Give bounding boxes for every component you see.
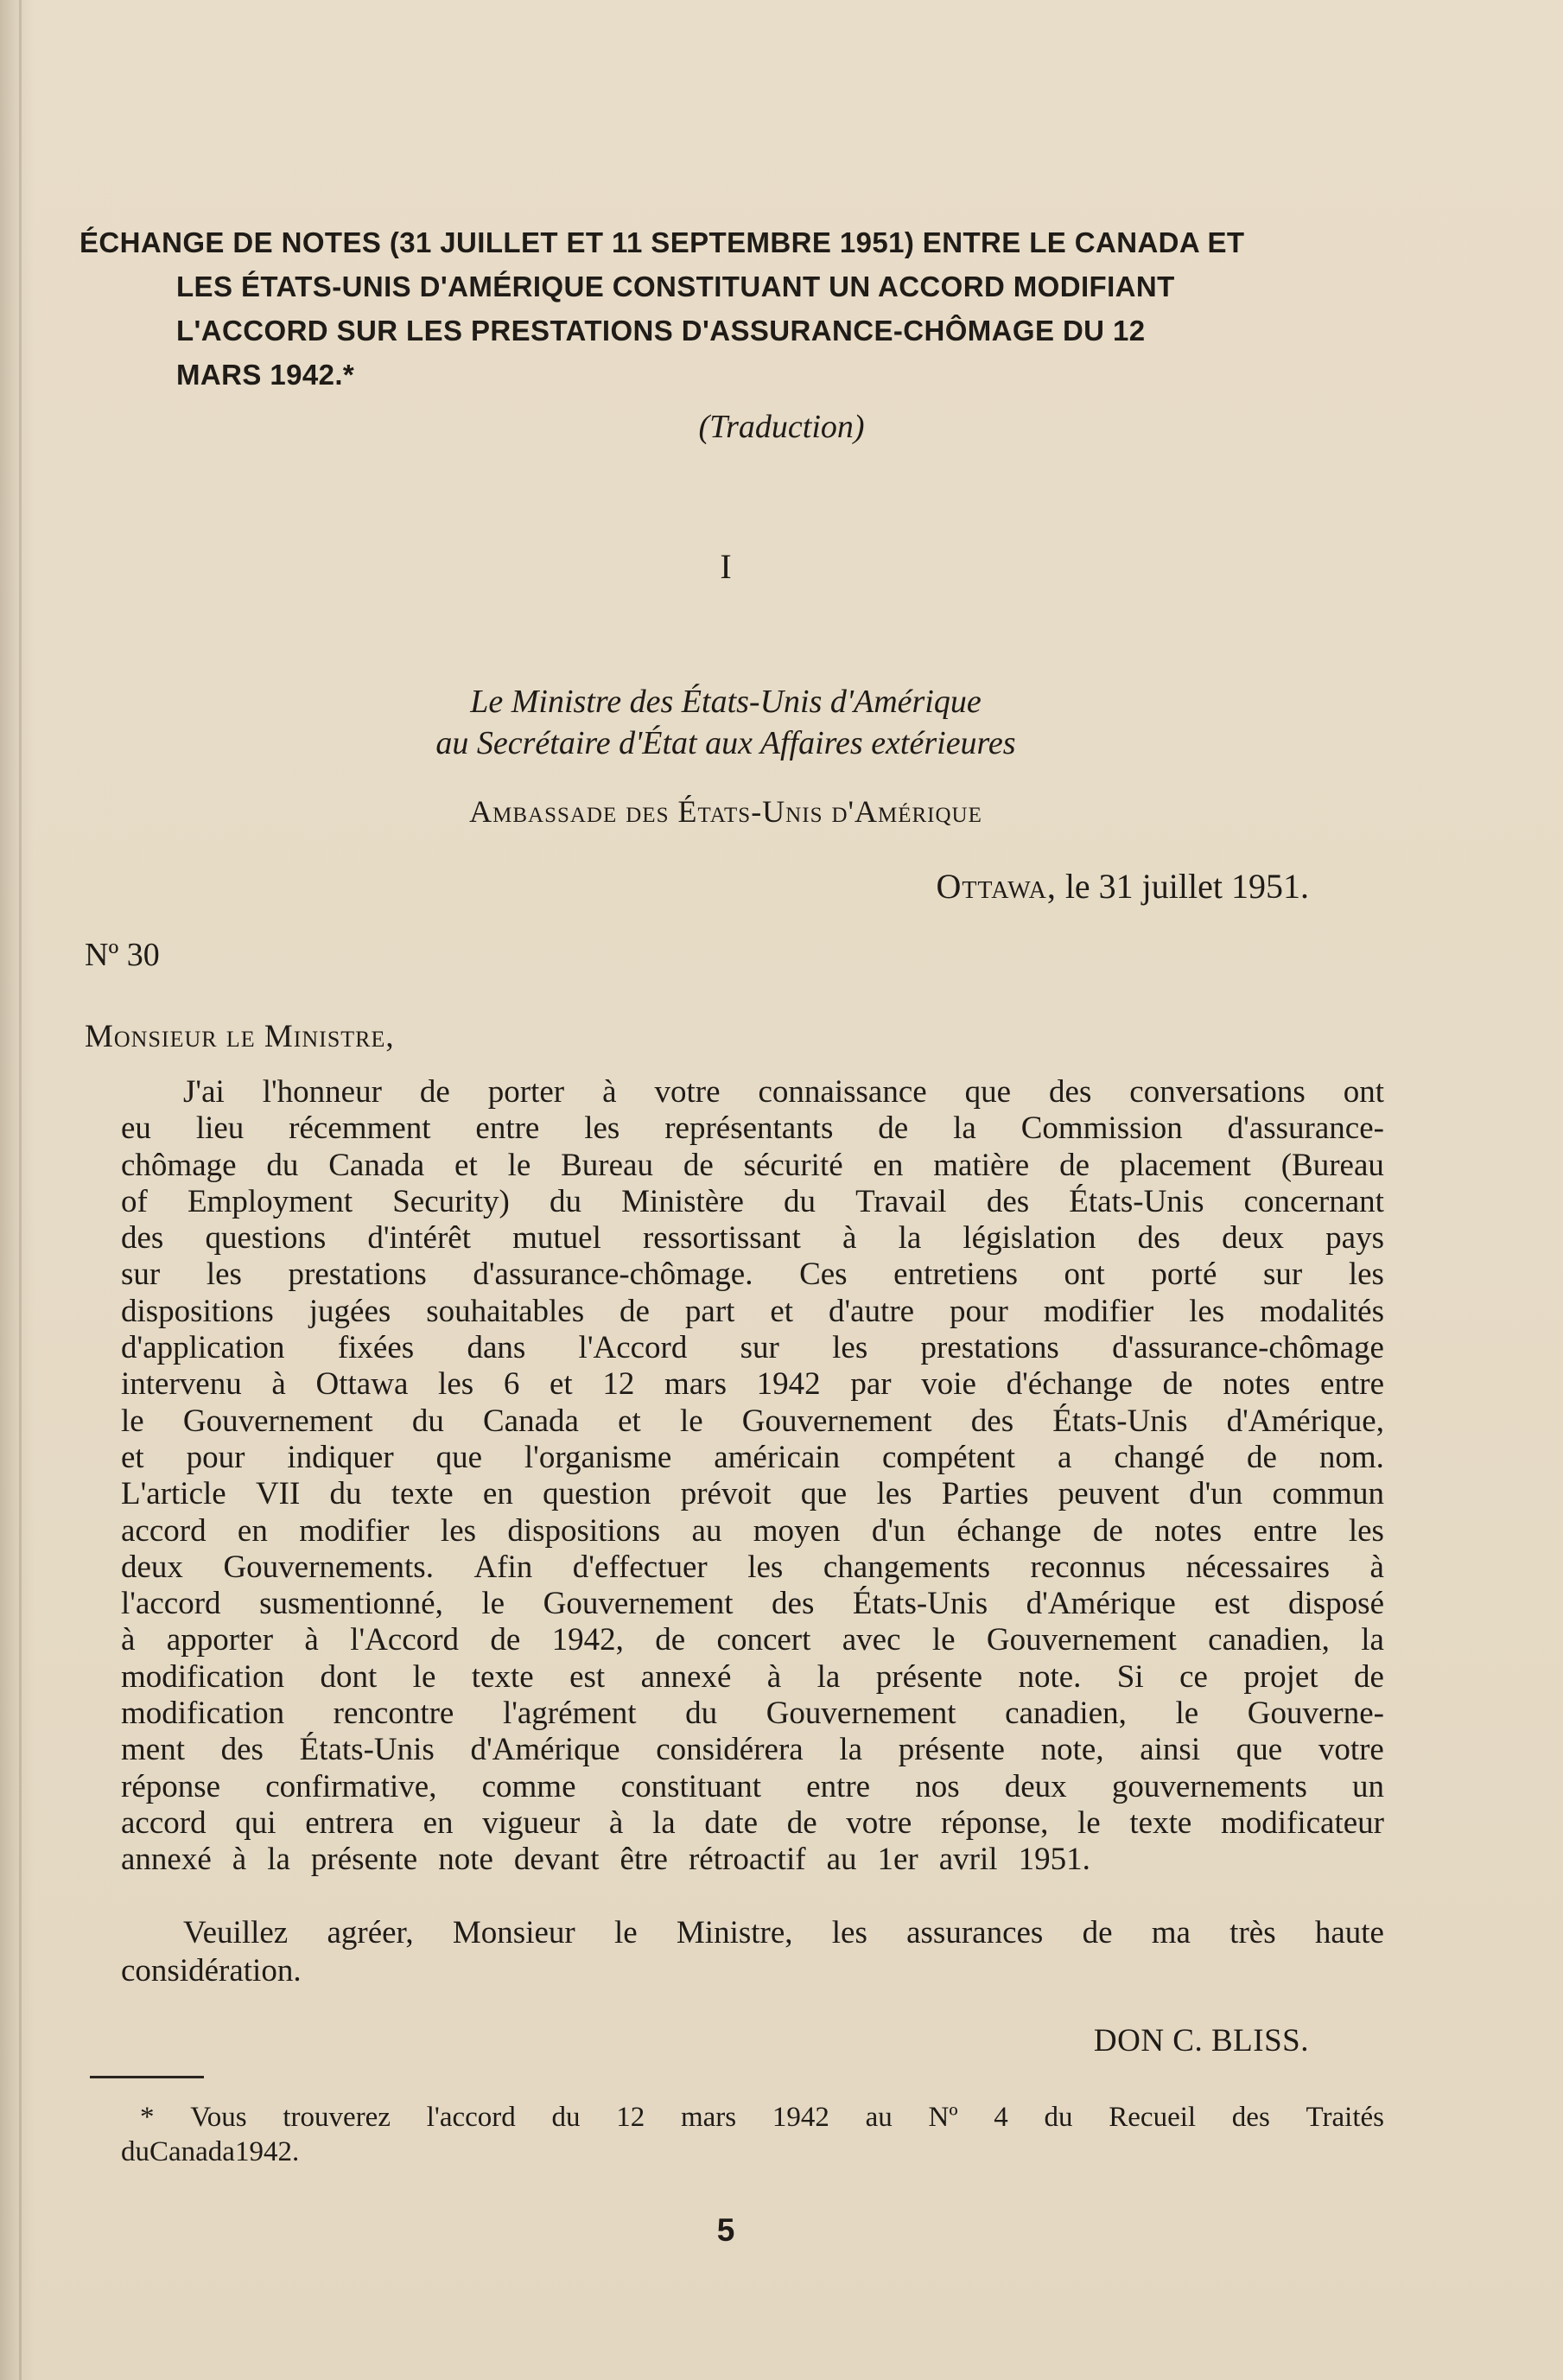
section-number: I (720, 547, 732, 586)
body-line: J'ai l'honneur de porter à votre connaissance que des conversations ont (183, 1074, 1384, 1110)
footnote (121, 2100, 1384, 2169)
note-number: Nº 30 (85, 937, 160, 973)
title-line-4: MARS 1942.* (176, 359, 355, 391)
dateline (936, 866, 1309, 907)
letter-body (121, 1074, 1384, 1879)
footnote-line: * Vous trouverez l'accord du 12 mars 1942 au Nº 4 du Recueil des Traités (140, 2102, 1384, 2133)
body-line: annexé à la présente note devant être rétroactif au 1er avril 1951. (121, 1842, 1090, 1878)
title-line-2: LES ÉTATS-UNIS D'AMÉRIQUE CONSTITUANT UN ACCORD MODIFIANT (176, 270, 1175, 302)
title-line-1: ÉCHANGE DE NOTES (31 JUILLET ET 11 SEPTEMBRE 1951) ENTRE LE CANADA ET (79, 226, 1245, 258)
body-line: ment des États-Unis d'Amérique considérera la présente note, ainsi que votre (121, 1732, 1384, 1768)
body-line: modification rencontre l'agrément du Gouvernement canadien, le Gouverne- (121, 1696, 1384, 1732)
closing-line: considération. (121, 1953, 302, 1989)
body-line: le Gouvernement du Canada et le Gouvernement des États-Unis d'Amérique, (121, 1403, 1384, 1439)
body-line: dispositions jugées souhaitables de part et d'autre pour modifier les modalités (121, 1293, 1384, 1329)
body-line: l'accord susmentionné, le Gouvernement des États-Unis d'Amérique est disposé (121, 1586, 1384, 1622)
closing-line: Veuillez agréer, Monsieur le Ministre, les assurances de ma très haute (183, 1915, 1384, 1950)
body-line: L'article VII du texte en question prévoit que les Parties peuvent d'un commun (121, 1476, 1384, 1512)
addressee-line-1: Le Ministre des États-Unis d'Amérique (470, 684, 982, 720)
body-line: of Employment Security) du Ministère du Travail des États-Unis concernant (121, 1183, 1384, 1219)
addressee-line-2: au Secrétaire d'État aux Affaires extérieures (435, 725, 1016, 761)
body-line: des questions d'intérêt mutuel ressortissant à la législation des deux pays (121, 1220, 1384, 1257)
footnote-rule (90, 2076, 204, 2078)
title-line-3: L'ACCORD SUR LES PRESTATIONS D'ASSURANCE-CHÔMAGE DU 12 (176, 315, 1146, 347)
body-line: à apporter à l'Accord de 1942, de concert avec le Gouvernement canadien, la (121, 1622, 1384, 1658)
body-line: et pour indiquer que l'organisme américain compétent a changé de nom. (121, 1439, 1384, 1475)
body-line: accord qui entrera en vigueur à la date de votre réponse, le texte modificateur (121, 1804, 1384, 1841)
dateline-city: Ottawa, (936, 867, 1057, 906)
signature: DON C. BLISS. (1093, 2023, 1309, 2059)
dateline-date: le 31 juillet 1951. (1064, 867, 1309, 906)
body-line: chômage du Canada et le Bureau de sécurité en matière de placement (Bureau (121, 1147, 1384, 1183)
salutation: Monsieur le Ministre, (85, 1019, 395, 1054)
translation-label: (Traduction) (698, 409, 865, 445)
body-line: accord en modifier les dispositions au moyen d'un échange de notes entre les (121, 1512, 1384, 1549)
document-title (79, 220, 1384, 397)
embassy-heading: Ambassade des États-Unis d'Amérique (469, 794, 982, 829)
addressee-block (0, 681, 1452, 764)
body-line: d'application fixées dans l'Accord sur les prestations d'assurance-chômage (121, 1330, 1384, 1366)
body-line: modification dont le texte est annexé à la présente note. Si ce projet de (121, 1658, 1384, 1695)
body-line: sur les prestations d'assurance-chômage. Ces entretiens ont porté sur les (121, 1257, 1384, 1293)
page-number: 5 (716, 2212, 735, 2248)
body-line: deux Gouvernements. Afin d'effectuer les changements reconnus nécessaires à (121, 1549, 1384, 1585)
body-line: intervenu à Ottawa les 6 et 12 mars 1942 par voie d'échange de notes entre (121, 1366, 1384, 1403)
footnote-line: du Canada 1942. (121, 2136, 300, 2167)
body-line: réponse confirmative, comme constituant entre nos deux gouvernements un (121, 1768, 1384, 1804)
body-line: eu lieu récemment entre les représentants de la Commission d'assurance- (121, 1110, 1384, 1147)
closing-paragraph (121, 1914, 1384, 1990)
